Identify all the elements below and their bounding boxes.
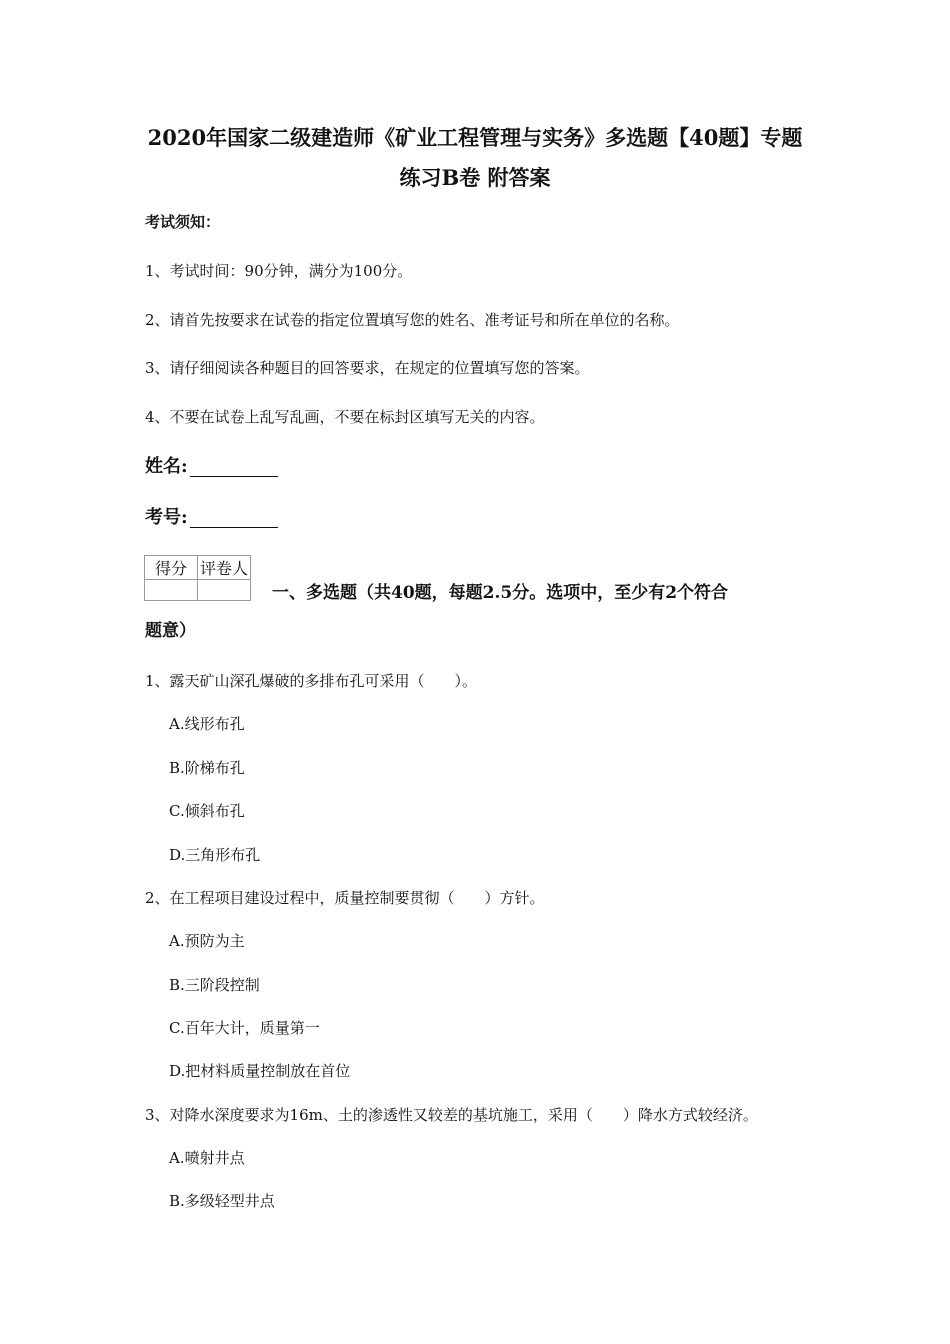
name-field[interactable]: [145, 457, 278, 477]
notice-heading: 考试须知：: [145, 213, 221, 231]
question-stem: 2、在工程项目建设过程中，质量控制要贯彻（ ）方针。: [145, 889, 545, 907]
answer-option[interactable]: B.多级轻型井点: [169, 1192, 275, 1210]
answer-option[interactable]: D.三角形布孔: [169, 846, 261, 864]
exam-id-blank[interactable]: [190, 509, 278, 528]
answer-option[interactable]: A.预防为主: [169, 932, 245, 950]
notice-item: 1、考试时间：90分钟，满分为100分。: [145, 262, 413, 280]
answer-option[interactable]: C.倾斜布孔: [169, 802, 245, 820]
name-label: 姓名:: [145, 456, 188, 477]
score-header: 得分: [145, 556, 198, 580]
answer-option[interactable]: B.三阶段控制: [169, 976, 260, 994]
answer-option[interactable]: A.线形布孔: [169, 715, 245, 733]
grader-cell[interactable]: [198, 580, 251, 601]
section-heading-cont: 题意）: [145, 621, 196, 641]
question-stem: 3、对降水深度要求为16m、土的渗透性又较差的基坑施工，采用（ ）降水方式较经济。: [145, 1106, 758, 1124]
exam-id-field[interactable]: [145, 508, 278, 528]
answer-option[interactable]: C.百年大计，质量第一: [169, 1019, 320, 1037]
section-heading: 一、多选题（共40题，每题2.5分。选项中，至少有2个符合: [272, 583, 729, 603]
notice-item: 4、不要在试卷上乱写乱画，不要在标封区填写无关的内容。: [145, 408, 545, 426]
notice-item: 2、请首先按要求在试卷的指定位置填写您的姓名、准考证号和所在单位的名称。: [145, 311, 680, 329]
grader-header: 评卷人: [198, 556, 251, 580]
answer-option[interactable]: D.把材料质量控制放在首位: [169, 1062, 351, 1080]
question-stem: 1、露天矿山深孔爆破的多排布孔可采用（ ）。: [145, 672, 478, 690]
score-table: [144, 555, 251, 601]
exam-id-label: 考号:: [145, 507, 188, 528]
answer-option[interactable]: A.喷射井点: [169, 1149, 245, 1167]
score-cell[interactable]: [145, 580, 198, 601]
notice-item: 3、请仔细阅读各种题目的回答要求，在规定的位置填写您的答案。: [145, 359, 590, 377]
name-blank[interactable]: [190, 458, 278, 477]
answer-option[interactable]: B.阶梯布孔: [169, 759, 245, 777]
document-title: 2020年国家二级建造师《矿业工程管理与实务》多选题【40题】专题练习B卷 附答案: [147, 125, 803, 190]
